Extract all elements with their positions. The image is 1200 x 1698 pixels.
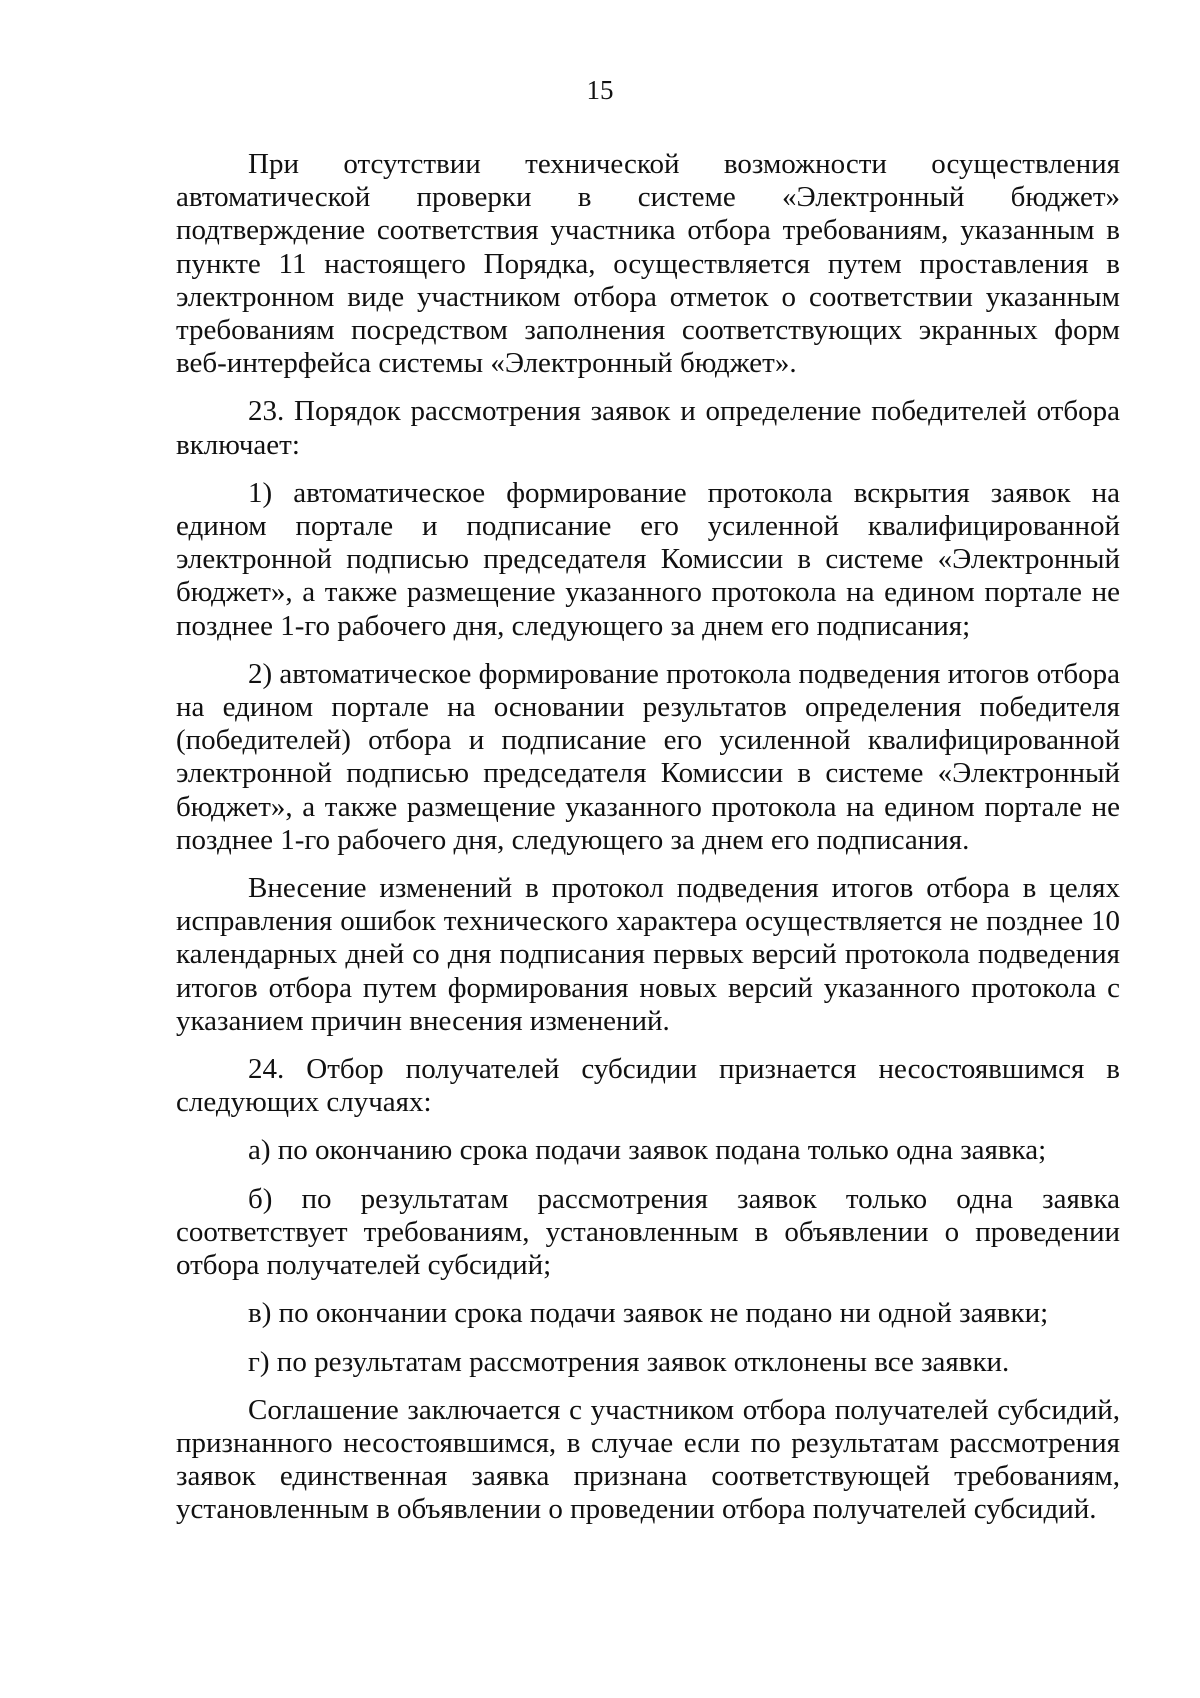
paragraph-item-1-opening-protocol: 1) автоматическое формирование протокола вскрытия заявок на едином портале и подписание его усиленной квалифицированной электронной подписью председателя Комиссии в системе «Электронный бюджет», а также размещение указанного протокола на едином портале не позднее 1-го рабочего дня, следующего за днем его подписания; bbox=[176, 476, 1120, 642]
paragraph-technical-verification: При отсутствии технической возможности осуществления автоматической проверки в системе «Электронный бюджет» подтверждение соответствия участника отбора требованиям, указанным в пункте 11 настоящего Порядка, осуществляется путем проставления в электронном виде участником отбора отметок о соответствии указанным требованиям посредством заполнения соответствующих экранных форм веб-интерфейса системы «Электронный бюджет». bbox=[176, 148, 1120, 380]
paragraph-agreement: Соглашение заключается с участником отбора получателей субсидий, признанного несостоявшимся, в случае если по результатам рассмотрения заявок единственная заявка признана соответствующей требованиям, установленным в объявлении о проведении отбора получателей субсидий. bbox=[176, 1393, 1120, 1526]
paragraph-item-2-results-protocol: 2) автоматическое формирование протокола подведения итогов отбора на едином портале на основании результатов определения победителя (победителей) отбора и подписание его усиленной квалифицированной электронной подписью председателя Комиссии в системе «Электронный бюджет», а также размещение указанного протокола на едином портале не позднее 1-го рабочего дня, следующего за днем его подписания. bbox=[176, 657, 1120, 856]
paragraph-protocol-amendments: Внесение изменений в протокол подведения итогов отбора в целях исправления ошибок технического характера осуществляется не позднее 10 календарных дней со дня подписания первых версий протокола подведения итогов отбора путем формирования новых версий указанного протокола с указанием причин внесения изменений. bbox=[176, 872, 1120, 1037]
page-number: 15 bbox=[586, 75, 614, 105]
paragraph-case-v: в) по окончании срока подачи заявок не подано ни одной заявки; bbox=[248, 1297, 1049, 1330]
paragraph-section-23-intro: 23. Порядок рассмотрения заявок и определение победителей отбора включает: bbox=[176, 395, 1120, 461]
paragraph-case-a: а) по окончанию срока подачи заявок подана только одна заявка; bbox=[248, 1134, 1047, 1167]
document-body bbox=[176, 148, 1120, 1542]
paragraph-case-b: б) по результатам рассмотрения заявок только одна заявка соответствует требованиям, установленным в объявлении о проведении отбора получателей субсидий; bbox=[176, 1182, 1120, 1282]
paragraph-section-24-intro: 24. Отбор получателей субсидии признается несостоявшимся в следующих случаях: bbox=[176, 1053, 1120, 1119]
paragraph-case-g: г) по результатам рассмотрения заявок отклонены все заявки. bbox=[248, 1345, 1010, 1378]
